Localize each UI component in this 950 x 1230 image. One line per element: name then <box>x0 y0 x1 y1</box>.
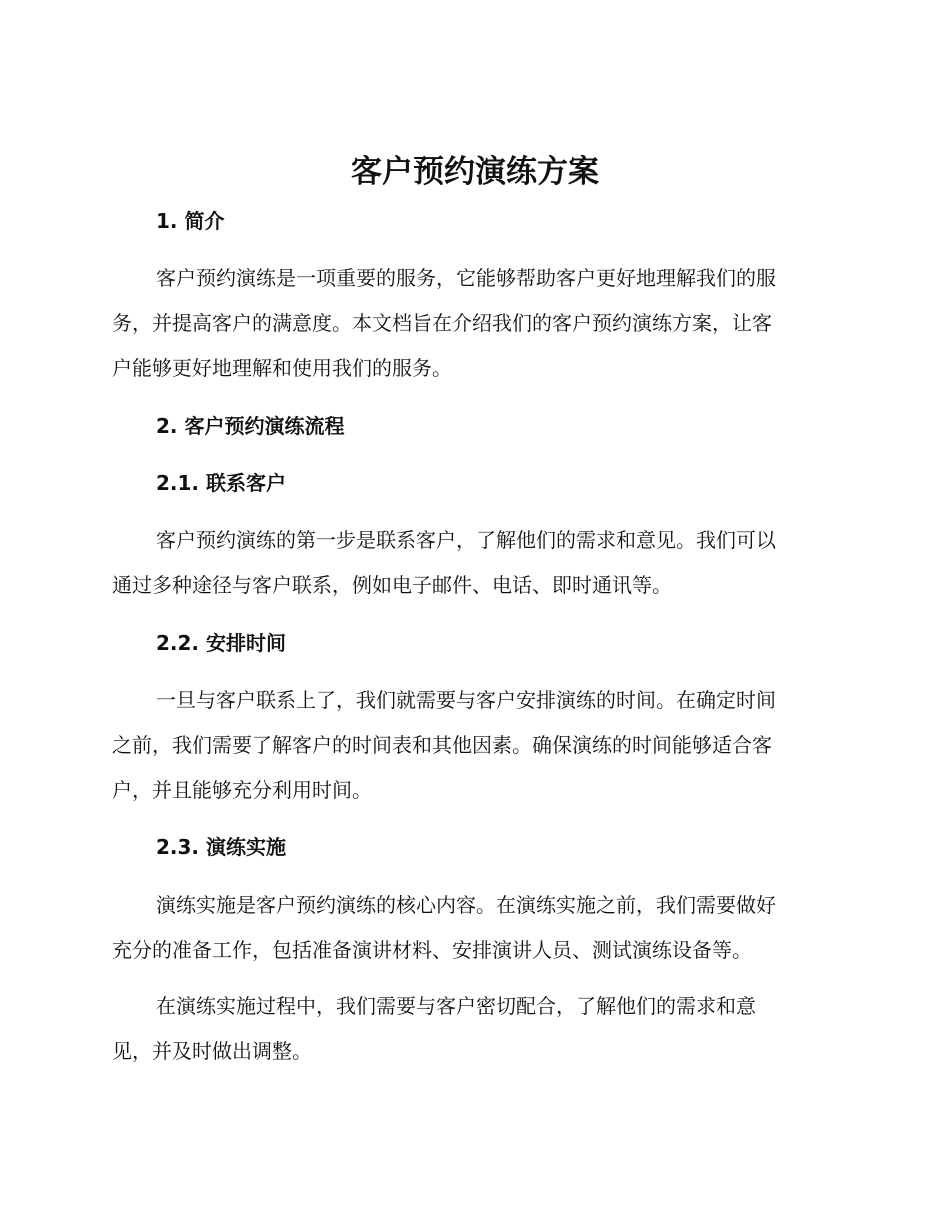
paragraph-line: 充分的准备工作，包括准备演讲材料、安排演讲人员、测试演练设备等。 <box>112 938 752 962</box>
paragraph-line: 客户预约演练的第一步是联系客户，了解他们的需求和意见。我们可以 <box>156 528 776 552</box>
document-title: 客户预约演练方案 <box>351 154 599 190</box>
paragraph-line: 见，并及时做出调整。 <box>112 1039 312 1063</box>
section-heading-intro: 1. 简介 <box>156 209 225 233</box>
paragraph-schedule <box>112 678 832 813</box>
paragraph-contact <box>112 518 832 608</box>
paragraph-line: 务，并提高客户的满意度。本文档旨在介绍我们的客户预约演练方案，让客 <box>112 311 772 335</box>
paragraph-line: 演练实施是客户预约演练的核心内容。在演练实施之前，我们需要做好 <box>156 893 776 917</box>
paragraph-line: 之前，我们需要了解客户的时间表和其他因素。确保演练的时间能够适合客 <box>112 733 772 757</box>
paragraph-intro <box>112 256 832 391</box>
paragraph-implementation-2 <box>112 984 832 1074</box>
section-heading-process: 2. 客户预约演练流程 <box>156 414 345 438</box>
paragraph-line: 户，并且能够充分利用时间。 <box>112 778 372 802</box>
paragraph-line: 在演练实施过程中，我们需要与客户密切配合，了解他们的需求和意 <box>156 994 756 1018</box>
paragraph-line: 客户预约演练是一项重要的服务，它能够帮助客户更好地理解我们的服 <box>156 266 776 290</box>
paragraph-implementation-1 <box>112 883 832 973</box>
paragraph-line: 通过多种途径与客户联系，例如电子邮件、电话、即时通讯等。 <box>112 573 672 597</box>
section-heading-schedule: 2.2. 安排时间 <box>156 631 286 655</box>
paragraph-line: 户能够更好地理解和使用我们的服务。 <box>112 356 452 380</box>
paragraph-line: 一旦与客户联系上了，我们就需要与客户安排演练的时间。在确定时间 <box>156 688 776 712</box>
section-heading-implementation: 2.3. 演练实施 <box>156 835 286 859</box>
section-heading-contact: 2.1. 联系客户 <box>156 471 286 495</box>
